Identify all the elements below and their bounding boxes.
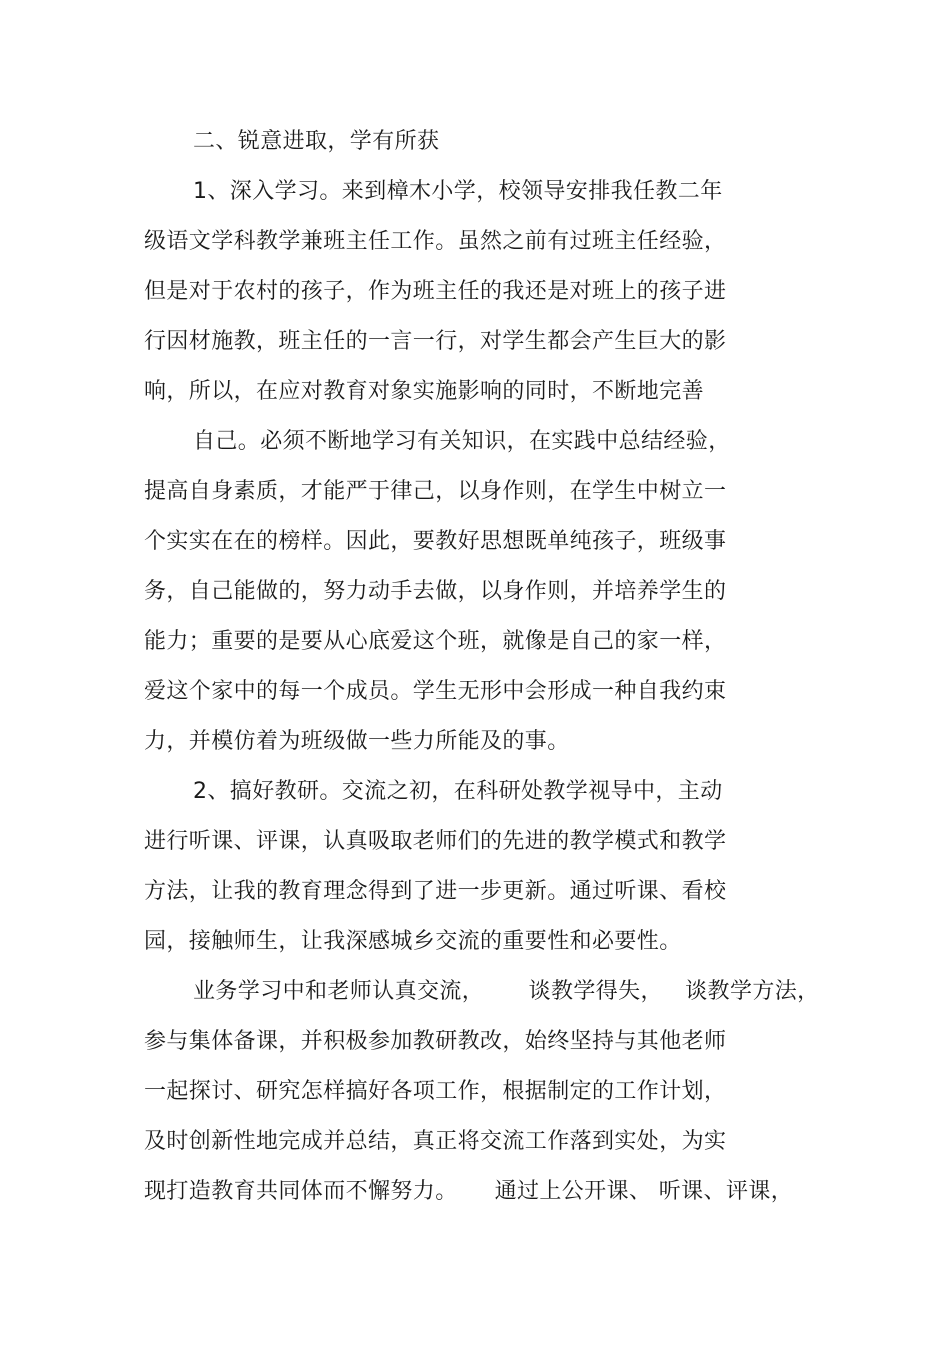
paragraph-line: 一起探讨、研究怎样搞好各项工作，根据制定的工作计划，	[144, 1079, 727, 1104]
paragraph-line: 现打造教育共同体而不懈努力。 通过上公开课、 听课、评课，	[144, 1179, 794, 1204]
paragraph-line: 级语文学科教学兼班主任工作。虽然之前有过班主任经验，	[144, 229, 727, 254]
paragraph-line: 个实实在在的榜样。因此，要教好思想既单纯孩子，班级事	[144, 529, 727, 554]
paragraph-line: 提高自身素质，才能严于律己，以身作则，在学生中树立一	[144, 479, 727, 504]
paragraph-line: 爱这个家中的每一个成员。学生无形中会形成一种自我约束	[144, 679, 727, 704]
paragraph-line: 2、搞好教研。交流之初，在科研处教学视导中，主动	[193, 779, 723, 804]
paragraph-line: 参与集体备课，并积极参加教研教改，始终坚持与其他老师	[144, 1029, 727, 1054]
paragraph-line: 务，自己能做的，努力动手去做，以身作则，并培养学生的	[144, 579, 727, 604]
paragraph-line: 力，并模仿着为班级做一些力所能及的事。	[144, 729, 570, 754]
paragraph-line: 1、深入学习。来到樟木小学，校领导安排我任教二年	[193, 179, 723, 204]
paragraph-line: 园，接触师生，让我深感城乡交流的重要性和必要性。	[144, 929, 682, 954]
paragraph-line: 能力；重要的是要从心底爱这个班，就像是自己的家一样，	[144, 629, 727, 654]
paragraph-line: 响，所以，在应对教育对象实施影响的同时，不断地完善	[144, 379, 705, 404]
paragraph-line: 及时创新性地完成并总结，真正将交流工作落到实处，为实	[144, 1129, 727, 1154]
paragraph-line: 自己。必须不断地学习有关知识，在实践中总结经验，	[193, 429, 731, 454]
paragraph-line: 进行听课、评课，认真吸取老师们的先进的教学模式和教学	[144, 829, 727, 854]
paragraph-line: 业务学习中和老师认真交流， 谈教学得失， 谈教学方法，	[193, 979, 820, 1004]
paragraph-line: 行因材施教，班主任的一言一行，对学生都会产生巨大的影	[144, 329, 727, 354]
paragraph-line: 方法，让我的教育理念得到了进一步更新。通过听课、看校	[144, 879, 727, 904]
section-heading: 二、锐意进取，学有所获	[193, 129, 440, 154]
paragraph-line: 但是对于农村的孩子，作为班主任的我还是对班上的孩子进	[144, 279, 727, 304]
